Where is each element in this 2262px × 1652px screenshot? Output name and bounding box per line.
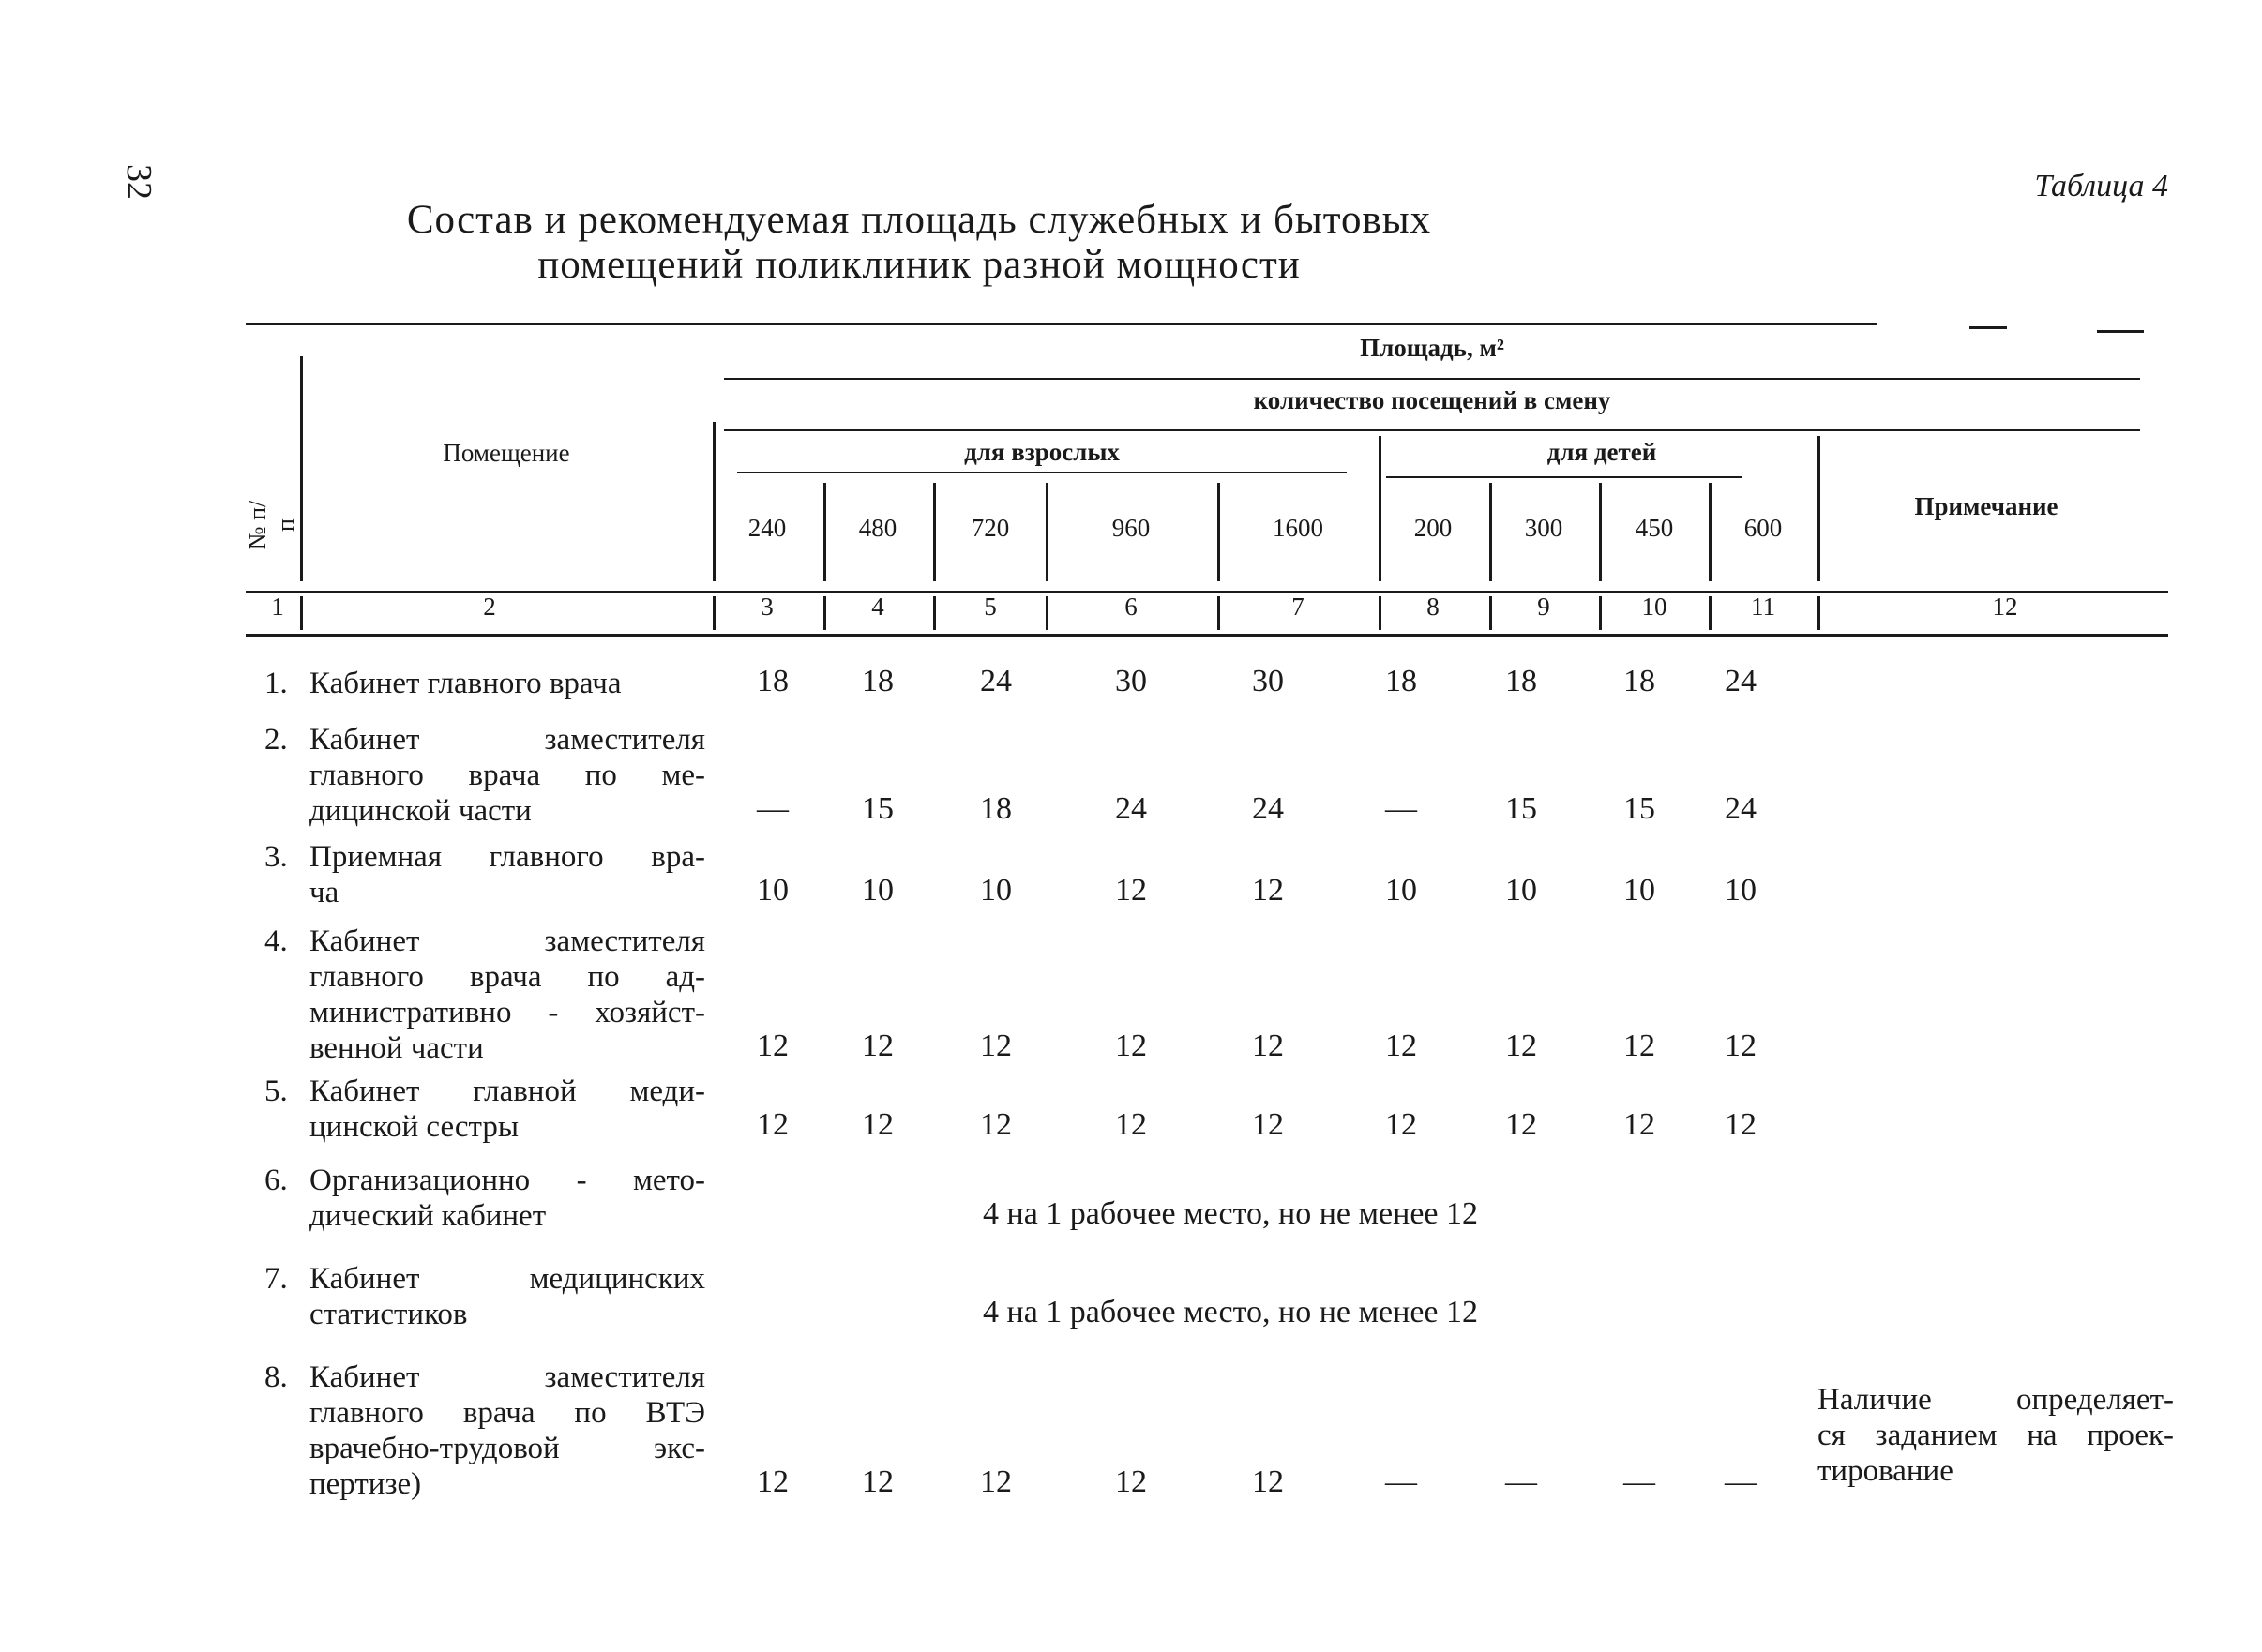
room-name-line xyxy=(264,666,705,701)
table-title-line2: помещений поликлиник разной мощности xyxy=(537,243,1301,287)
column-number-6: 6 xyxy=(1124,593,1138,621)
header-top-rule-tail2 xyxy=(2097,330,2144,333)
area-value: — xyxy=(1385,1464,1417,1499)
room-name-line xyxy=(264,758,705,793)
area-value: 12 xyxy=(1623,1107,1655,1142)
colnum-top-rule xyxy=(246,591,2168,593)
capacity-1600: 1600 xyxy=(1273,514,1323,542)
room-name-line xyxy=(264,1163,705,1198)
colnum-separator xyxy=(1817,596,1820,630)
row-number: 3. xyxy=(264,840,288,874)
colnum-separator xyxy=(300,596,303,630)
room-name-line xyxy=(264,793,705,829)
room-name-text: цинской сестры xyxy=(309,1110,520,1144)
area-value: 12 xyxy=(1252,1464,1284,1499)
page-number: 32 xyxy=(119,164,158,200)
room-name-line xyxy=(264,1198,705,1234)
area-value: 24 xyxy=(980,664,1012,698)
room-name-text: главного врача по ад- xyxy=(309,960,705,994)
room-name xyxy=(264,666,705,701)
area-value: — xyxy=(1385,791,1417,826)
area-value: 12 xyxy=(1725,1107,1757,1142)
vline-c7 xyxy=(1217,483,1220,581)
column-number-9: 9 xyxy=(1537,593,1550,621)
area-span-text: 4 на 1 рабочее место, но не менее 12 xyxy=(983,1295,1478,1329)
room-name-line xyxy=(264,1297,705,1332)
room-name-text: дицинской части xyxy=(309,794,532,828)
room-name-line xyxy=(264,1431,705,1466)
vline-c11 xyxy=(1709,483,1712,581)
vline-c4 xyxy=(823,483,826,581)
area-value: 10 xyxy=(1725,873,1757,908)
area-value: 18 xyxy=(1623,664,1655,698)
adults-rule xyxy=(737,472,1347,473)
area-value: 12 xyxy=(1252,873,1284,908)
room-name-text: Организационно - мето- xyxy=(309,1164,705,1197)
room-name-line xyxy=(264,1030,705,1066)
row-number: 5. xyxy=(264,1074,288,1108)
children-rule xyxy=(1386,476,1742,478)
header-num: № п/п xyxy=(244,500,299,550)
capacity-450: 450 xyxy=(1635,514,1674,542)
row-number: 7. xyxy=(264,1262,288,1296)
area-value: — xyxy=(757,791,789,826)
row-note-line: тирование xyxy=(1817,1454,1953,1488)
area-value: 10 xyxy=(1623,873,1655,908)
room-name-text: Кабинет главного врача xyxy=(309,667,622,700)
vline-note xyxy=(1817,436,1820,581)
visits-rule xyxy=(724,429,2140,431)
area-value: 10 xyxy=(862,873,894,908)
colnum-separator xyxy=(1489,596,1492,630)
vline-c8 xyxy=(1379,436,1381,581)
room-name-line xyxy=(264,839,705,875)
room-name-text: врачебно-трудовой экс- xyxy=(309,1432,705,1465)
column-number-11: 11 xyxy=(1751,593,1775,621)
vline-c10 xyxy=(1599,483,1602,581)
area-value: 12 xyxy=(1385,1029,1417,1063)
row-number: 2. xyxy=(264,723,288,757)
area-value: 18 xyxy=(980,791,1012,826)
table-label: Таблица 4 xyxy=(2034,169,2168,203)
header-area: Площадь, м² xyxy=(1360,334,1504,362)
room-name-line xyxy=(264,924,705,959)
area-value: 12 xyxy=(1115,1107,1147,1142)
colnum-separator xyxy=(1709,596,1712,630)
capacity-600: 600 xyxy=(1743,514,1783,542)
area-value: 15 xyxy=(1505,791,1537,826)
column-number-1: 1 xyxy=(271,593,284,621)
area-value: 12 xyxy=(1252,1029,1284,1063)
header-children: для детей xyxy=(1546,438,1657,466)
room-name-text: министративно - хозяйст- xyxy=(309,996,705,1029)
column-number-7: 7 xyxy=(1291,593,1304,621)
colnum-separator xyxy=(713,596,716,630)
area-value: 10 xyxy=(1505,873,1537,908)
room-name-text: статистиков xyxy=(309,1298,468,1331)
colnum-separator xyxy=(933,596,936,630)
area-rule xyxy=(724,378,2140,380)
area-value: — xyxy=(1725,1464,1757,1499)
column-number-5: 5 xyxy=(984,593,997,621)
room-name xyxy=(264,839,705,910)
room-name xyxy=(264,1359,705,1502)
room-name-line xyxy=(264,995,705,1030)
capacity-720: 720 xyxy=(971,514,1010,542)
row-note-line: Наличие определяет- xyxy=(1817,1383,2174,1417)
room-name xyxy=(264,1074,705,1145)
area-value: 10 xyxy=(980,873,1012,908)
area-value: 12 xyxy=(1623,1029,1655,1063)
row-number: 1. xyxy=(264,667,288,700)
row-note xyxy=(1817,1382,2174,1489)
room-name-line xyxy=(264,875,705,910)
area-value: 12 xyxy=(1385,1107,1417,1142)
area-value: 18 xyxy=(1505,664,1537,698)
area-value: 30 xyxy=(1252,664,1284,698)
column-number-10: 10 xyxy=(1641,593,1667,621)
area-value: 12 xyxy=(1115,873,1147,908)
area-value: 24 xyxy=(1252,791,1284,826)
header-note: Примечание xyxy=(1914,492,2058,520)
capacity-240: 240 xyxy=(747,514,787,542)
room-name-line xyxy=(264,1466,705,1502)
area-value: — xyxy=(1505,1464,1537,1499)
column-number-8: 8 xyxy=(1426,593,1440,621)
capacity-300: 300 xyxy=(1524,514,1563,542)
row-note-line: ся заданием на проек- xyxy=(1817,1419,2174,1452)
area-value: 15 xyxy=(1623,791,1655,826)
area-value: 12 xyxy=(980,1107,1012,1142)
area-value: 24 xyxy=(1725,664,1757,698)
area-value: 10 xyxy=(1385,873,1417,908)
area-value: 12 xyxy=(980,1029,1012,1063)
area-value: 18 xyxy=(1385,664,1417,698)
room-name-line xyxy=(264,1074,705,1109)
room-name-text: Кабинет заместителя xyxy=(309,1360,705,1394)
capacity-960: 960 xyxy=(1111,514,1151,542)
room-name-text: венной части xyxy=(309,1031,484,1065)
room-name-text: Приемная главного вра- xyxy=(309,840,705,874)
area-value: — xyxy=(1623,1464,1655,1499)
room-name-line xyxy=(264,1261,705,1297)
vline-c6 xyxy=(1046,483,1048,581)
area-value: 24 xyxy=(1115,791,1147,826)
colnum-bottom-rule xyxy=(246,634,2168,637)
area-value: 12 xyxy=(1505,1029,1537,1063)
header-top-rule-tail xyxy=(1969,326,2007,329)
area-value: 12 xyxy=(1115,1029,1147,1063)
area-value: 12 xyxy=(757,1107,789,1142)
header-top-rule xyxy=(246,323,1877,325)
area-value: 12 xyxy=(757,1464,789,1499)
vline-c5 xyxy=(933,483,936,581)
room-name-text: Кабинет главной меди- xyxy=(309,1074,705,1108)
header-adults: для взрослых xyxy=(964,438,1120,466)
column-number-4: 4 xyxy=(871,593,884,621)
area-value: 15 xyxy=(862,791,894,826)
area-value: 12 xyxy=(1505,1107,1537,1142)
room-name-line xyxy=(264,1109,705,1145)
room-name-line xyxy=(264,959,705,995)
room-name-line xyxy=(264,1359,705,1395)
area-value: 12 xyxy=(1115,1464,1147,1499)
area-value: 18 xyxy=(757,664,789,698)
column-number-12: 12 xyxy=(1992,593,2018,621)
vline-room xyxy=(713,422,716,581)
room-name-text: дический кабинет xyxy=(309,1199,547,1233)
row-number: 4. xyxy=(264,924,288,958)
area-value: 12 xyxy=(1725,1029,1757,1063)
capacity-200: 200 xyxy=(1413,514,1453,542)
area-span-text: 4 на 1 рабочее место, но не менее 12 xyxy=(983,1196,1478,1231)
room-name xyxy=(264,1163,705,1234)
colnum-separator xyxy=(1599,596,1602,630)
room-name-text: Кабинет заместителя xyxy=(309,924,705,958)
table-title-line1: Состав и рекомендуемая площадь служебных и бытовых xyxy=(406,198,1432,242)
area-value: 12 xyxy=(1252,1107,1284,1142)
area-value: 24 xyxy=(1725,791,1757,826)
area-value: 12 xyxy=(862,1029,894,1063)
capacity-480: 480 xyxy=(858,514,897,542)
area-value: 12 xyxy=(980,1464,1012,1499)
room-name-line xyxy=(264,1395,705,1431)
room-name-text: главного врача по ме- xyxy=(309,758,705,792)
room-name-text: Кабинет медицинских xyxy=(309,1262,705,1296)
column-number-3: 3 xyxy=(761,593,774,621)
area-value: 30 xyxy=(1115,664,1147,698)
colnum-separator xyxy=(1046,596,1048,630)
colnum-separator xyxy=(1379,596,1381,630)
room-name-text: ча xyxy=(309,876,339,909)
column-number-2: 2 xyxy=(483,593,496,621)
area-value: 12 xyxy=(862,1464,894,1499)
row-number: 8. xyxy=(264,1360,288,1394)
row-number: 6. xyxy=(264,1164,288,1197)
room-name xyxy=(264,722,705,829)
room-name-line xyxy=(264,722,705,758)
colnum-separator xyxy=(1217,596,1220,630)
vline-numcol xyxy=(300,356,303,581)
vline-c9 xyxy=(1489,483,1492,581)
room-name-text: главного врача по ВТЭ xyxy=(309,1396,705,1430)
colnum-separator xyxy=(823,596,826,630)
area-value: 12 xyxy=(757,1029,789,1063)
room-name-text: Кабинет заместителя xyxy=(309,723,705,757)
area-value: 12 xyxy=(862,1107,894,1142)
area-value: 18 xyxy=(862,664,894,698)
header-room: Помещение xyxy=(443,439,570,467)
area-value: 10 xyxy=(757,873,789,908)
room-name-text: пертизе) xyxy=(309,1467,422,1501)
room-name xyxy=(264,1261,705,1332)
header-visits: количество посещений в смену xyxy=(1253,386,1611,414)
room-name xyxy=(264,924,705,1066)
